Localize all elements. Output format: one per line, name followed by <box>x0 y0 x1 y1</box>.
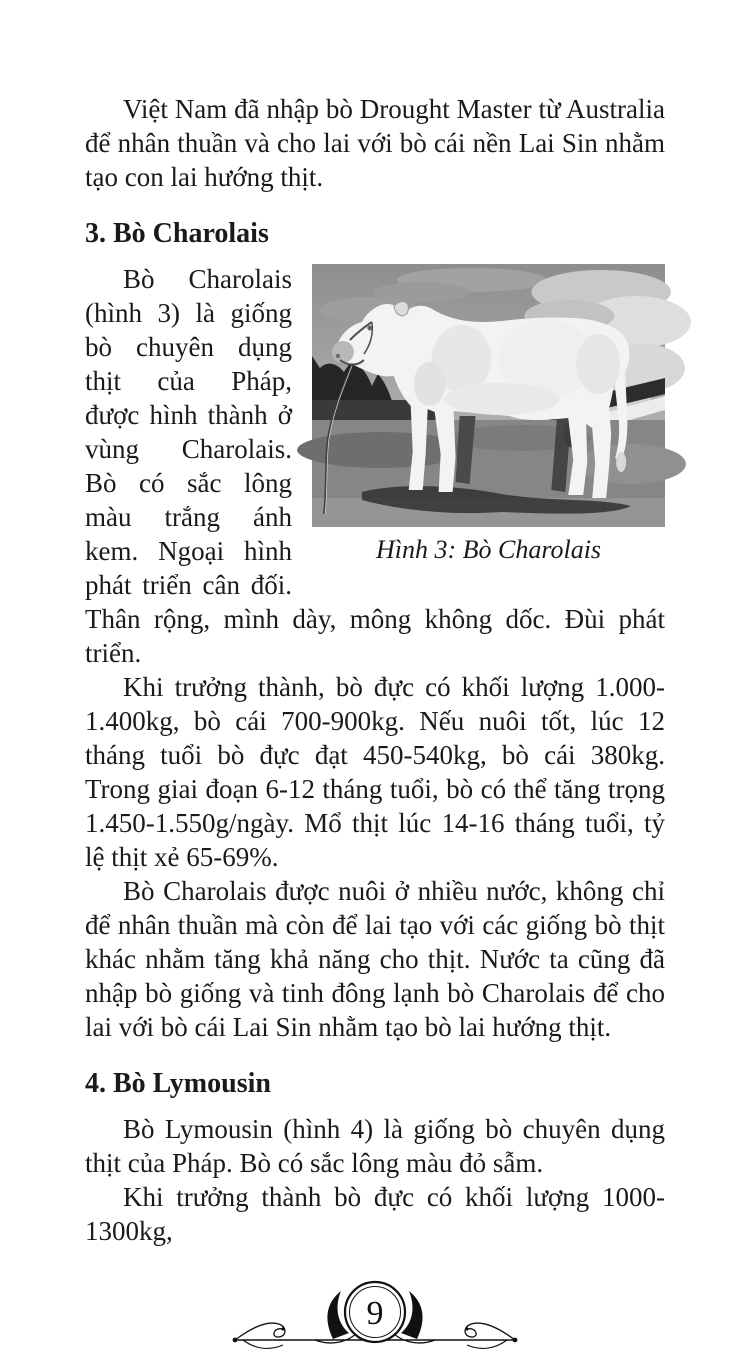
page-number: 9 <box>366 1295 384 1332</box>
section-lymousin <box>85 1066 665 1248</box>
section-3-paragraph-1: Bò Charolais (hình 3) là giống bò chuyên dụng thịt của Pháp, được hình thành ở vùng Charolais. Bò có sắc lông màu trắng ánh kem. Ngoại hình phát triển cân đối. Thân rộng, mình dày, mông không dốc. Đùi phát triển. <box>85 264 665 668</box>
page-footer <box>85 1266 665 1371</box>
bull-photo-illustration <box>312 264 665 527</box>
intro-paragraph: Việt Nam đã nhập bò Drought Master từ Australia để nhân thuần và cho lai với bò cái nền Lai Sin nhằm tạo con lai hướng thịt. <box>85 94 665 192</box>
section-4-paragraph-1: Bò Lymousin (hình 4) là giống bò chuyên dụng thịt của Pháp. Bò có sắc lông màu đỏ sẫm. <box>85 1114 665 1178</box>
section-charolais <box>85 216 665 1044</box>
charolais-bull-photo <box>312 264 665 527</box>
section-3-paragraph-3: Bò Charolais được nuôi ở nhiều nước, không chỉ để nhân thuần mà còn để lai tạo với các giống bò thịt khác nhằm tăng khả năng cho thịt. Nước ta cũng đã nhập bò giống và tinh đông lạnh bò Charolais để cho lai với bò cái Lai Sin nhằm tạo bò lai hướng thịt. <box>85 876 665 1042</box>
figure-3-caption: Hình 3: Bò Charolais <box>375 535 602 564</box>
section-3-heading: 3. Bò Charolais <box>85 218 269 249</box>
section-3-paragraph-2: Khi trưởng thành, bò đực có khối lượng 1.000-1.400kg, bò cái 700-900kg. Nếu nuôi tốt, lúc 12 tháng tuổi bò đực đạt 450-540kg, bò cái 380kg. Trong giai đoạn 6-12 tháng tuổi, bò có thể tăng trọng 1.450-1.550g/ngày. Mổ thịt lúc 14-16 tháng tuổi, tỷ lệ thịt xẻ 65-69%. <box>85 672 665 872</box>
section-4-heading: 4. Bò Lymousin <box>85 1068 271 1099</box>
section-4-paragraph-2: Khi trưởng thành bò đực có khối lượng 1000-1300kg, <box>85 1182 665 1246</box>
section-3-body <box>85 262 665 670</box>
figure-3 <box>312 264 665 567</box>
page-number-ornament <box>225 1266 525 1371</box>
